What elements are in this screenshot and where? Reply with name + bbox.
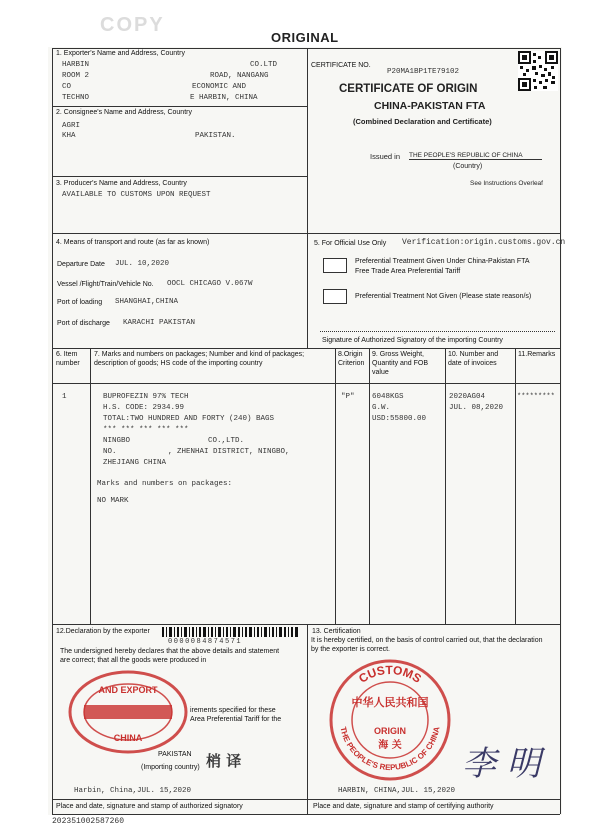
customs-stamp-haiguan: 海 关 bbox=[378, 740, 402, 751]
goods-marks-label: Marks and numbers on packages: bbox=[97, 480, 233, 488]
goods-weight-1: 6048KGS bbox=[372, 393, 404, 401]
col-origin-header-1: 8.Origin bbox=[338, 351, 363, 358]
serial-number: 202351002587260 bbox=[52, 817, 125, 826]
goods-weight-3: USD:55800.00 bbox=[372, 415, 427, 423]
company-stamp-text: AND EXPORT bbox=[98, 685, 158, 695]
certification-footer: Place and date, signature and stamp of certifying authority bbox=[313, 803, 494, 810]
qr-code bbox=[518, 51, 558, 91]
cert-no-value: P20MA1BP1TE79102 bbox=[387, 68, 460, 76]
certification-label: 13. Certification bbox=[312, 628, 361, 635]
divider-box3 bbox=[52, 233, 560, 234]
customs-stamp-bottom: THE PEOPLE'S REPUBLIC OF CHINA bbox=[338, 725, 442, 773]
company-stamp bbox=[66, 669, 190, 755]
departure-value: JUL. 10,2020 bbox=[115, 260, 170, 268]
importing-signature-label: Signature of Authorized Signatory of the importing Country bbox=[322, 337, 503, 344]
certification-text-1: It is hereby certified, on the basis of control carried out, that the declaration bbox=[311, 637, 543, 644]
producer-label: 3. Producer's Name and Address, Country bbox=[56, 180, 187, 187]
official-use-label: 5. For Official Use Only bbox=[314, 240, 387, 247]
col-divider-10 bbox=[515, 348, 516, 624]
barcode bbox=[162, 627, 300, 637]
consignee-line-2: KHA bbox=[62, 132, 76, 140]
goods-weight-2: G.W. bbox=[372, 404, 391, 412]
divider-columns-header bbox=[52, 383, 560, 384]
goods-ningbo-a: NINGBO bbox=[103, 437, 131, 445]
goods-item-number: 1 bbox=[62, 393, 67, 401]
goods-desc-3: TOTAL:TWO HUNDRED AND FORTY (240) BAGS bbox=[103, 415, 275, 423]
divider-goods bbox=[52, 624, 560, 625]
col-weight-header-2: Quantity and FOB bbox=[372, 360, 429, 367]
col-item-header-2: number bbox=[56, 360, 80, 367]
declaration-text-1: The undersigned hereby declares that the above details and statement bbox=[60, 648, 280, 655]
customs-stamp bbox=[328, 658, 452, 782]
frame-bottom bbox=[52, 814, 560, 815]
exporter-line-2: ROOM 2 bbox=[62, 72, 90, 80]
barcode-number: 0000084874571 bbox=[168, 638, 243, 646]
col-marks-header-1: 7. Marks and numbers on packages; Number and kind of packages; bbox=[94, 351, 305, 358]
departure-label: Departure Date bbox=[57, 261, 105, 268]
goods-addr-b: , ZHENHAI DISTRICT, NINGBO, bbox=[168, 448, 290, 456]
issued-country-label: (Country) bbox=[453, 163, 483, 170]
certification-place-date: HARBIN, CHINA,JUL. 15,2020 bbox=[338, 787, 456, 795]
divider-box4 bbox=[52, 348, 560, 349]
certification-text-2: by the exporter is correct. bbox=[311, 646, 390, 653]
preferential-given-checkbox[interactable] bbox=[323, 258, 347, 273]
instructions-note: See Instructions Overleaf bbox=[470, 180, 543, 187]
goods-invoice-2: JUL. 08,2020 bbox=[449, 404, 504, 412]
col-invoice-header-2: date of invoices bbox=[448, 360, 497, 367]
goods-desc-2: H.S. CODE: 2934.99 bbox=[103, 404, 185, 412]
goods-ningbo-b: CO.,LTD. bbox=[208, 437, 245, 445]
col-divider-7 bbox=[335, 348, 336, 624]
customs-stamp-origin: ORIGIN bbox=[373, 726, 407, 736]
col-weight-header-1: 9. Gross Weight, bbox=[372, 351, 425, 358]
loading-label: Port of loading bbox=[57, 299, 103, 306]
customs-stamp-chinese: 中华人民共和国 bbox=[351, 696, 429, 709]
col-invoice-header-1: 10. Number and bbox=[448, 351, 499, 358]
vessel-label: Vessel /Flight/Train/Vehicle No. bbox=[57, 281, 154, 288]
exporter-frag-4: E HARBIN, CHINA bbox=[190, 94, 258, 102]
consignee-label: 2. Consignee's Name and Address, Country bbox=[56, 109, 192, 116]
divider-footer bbox=[52, 799, 560, 800]
col-divider-8 bbox=[369, 348, 370, 624]
consignee-frag-1: PAKISTAN. bbox=[195, 132, 236, 140]
official-signature: 李 明 bbox=[462, 744, 541, 784]
preferential-not-given-checkbox[interactable] bbox=[323, 289, 347, 304]
issued-in-label: Issued in bbox=[370, 152, 401, 161]
signature-dotted-line bbox=[320, 331, 555, 332]
goods-criterion: "P" bbox=[341, 393, 355, 401]
discharge-value: KARACHI PAKISTAN bbox=[123, 319, 196, 327]
col-origin-header-2: Criterion bbox=[338, 360, 365, 367]
vessel-value: OOCL CHICAGO V.067W bbox=[167, 280, 253, 288]
importing-country-value: PAKISTAN bbox=[158, 751, 192, 758]
col-divider-6 bbox=[90, 348, 91, 624]
copy-watermark: COPY bbox=[100, 14, 165, 36]
col-weight-header-3: value bbox=[372, 369, 389, 376]
divider-vertical-lower bbox=[307, 624, 308, 814]
exporter-frag-3: ECONOMIC AND bbox=[192, 83, 247, 91]
declaration-place-date: Harbin, China,JUL. 15,2020 bbox=[74, 787, 192, 795]
exporter-frag-1: CO.LTD bbox=[250, 61, 278, 69]
declaration-footer: Place and date, signature and stamp of authorized signatory bbox=[56, 803, 243, 810]
exporter-label: 1. Exporter's Name and Address, Country bbox=[56, 50, 185, 57]
col-divider-9 bbox=[445, 348, 446, 624]
title-line-2: CHINA-PAKISTAN FTA bbox=[374, 100, 486, 112]
goods-desc-1: BUPROFEZIN 97% TECH bbox=[103, 393, 189, 401]
divider-box2 bbox=[52, 176, 307, 177]
exporter-line-1: HARBIN bbox=[62, 61, 90, 69]
customs-stamp-top: CUSTOMS bbox=[356, 662, 424, 686]
frame-top bbox=[52, 48, 560, 49]
preferential-not-given-label: Preferential Treatment Not Given (Please state reason/s) bbox=[355, 293, 532, 300]
goods-addr-a: NO. bbox=[103, 448, 117, 456]
declaration-label: 12.Declaration by the exporter bbox=[56, 628, 150, 635]
loading-value: SHANGHAI,CHINA bbox=[115, 298, 179, 306]
declaration-text-2: are correct; that all the goods were produced in bbox=[60, 657, 207, 664]
frame-right bbox=[560, 48, 561, 814]
verification-text: Verification:origin.customs.gov.cn bbox=[402, 238, 566, 247]
goods-remarks: ********* bbox=[517, 393, 555, 401]
declaration-text-3: irements specified for these bbox=[190, 707, 276, 714]
divider-box1 bbox=[52, 106, 307, 107]
preferential-given-line-1: Preferential Treatment Given Under China-Pakistan FTA bbox=[355, 258, 530, 265]
discharge-label: Port of discharge bbox=[57, 320, 110, 327]
issued-in-value: THE PEOPLE'S REPUBLIC OF CHINA bbox=[409, 152, 542, 160]
preferential-given-line-2: Free Trade Area Preferential Tariff bbox=[355, 268, 461, 275]
goods-desc-4: *** *** *** *** *** bbox=[103, 426, 189, 434]
transport-label: 4. Means of transport and route (as far as known) bbox=[56, 239, 210, 246]
divider-vertical-upper bbox=[307, 48, 308, 348]
importing-country-label: (Importing country) bbox=[141, 764, 200, 771]
exporter-signature: 梢 译 bbox=[206, 752, 242, 770]
exporter-line-3: CO bbox=[62, 83, 72, 91]
company-stamp-bottom: CHINA bbox=[113, 733, 143, 743]
exporter-frag-2: ROAD, NANGANG bbox=[210, 72, 269, 80]
original-heading: ORIGINAL bbox=[271, 30, 339, 45]
goods-invoice-1: 2020AG04 bbox=[449, 393, 486, 401]
goods-marks-value: NO MARK bbox=[97, 497, 129, 505]
col-marks-header-2: description of goods; HS code of the importing country bbox=[94, 360, 263, 367]
col-remarks-header: 11.Remarks bbox=[518, 351, 556, 358]
frame-left bbox=[52, 48, 53, 814]
title-line-3: (Combined Declaration and Certificate) bbox=[353, 117, 492, 126]
cert-no-label: CERTIFICATE NO. bbox=[311, 62, 371, 69]
goods-addr-c: ZHEJIANG CHINA bbox=[103, 459, 167, 467]
title-line-1: CERTIFICATE OF ORIGIN bbox=[339, 83, 478, 95]
exporter-line-4: TECHNO bbox=[62, 94, 90, 102]
col-item-header-1: 6. Item bbox=[56, 351, 78, 358]
declaration-text-4: Area Preferential Tariff for the bbox=[190, 716, 282, 723]
consignee-line-1: AGRI bbox=[62, 122, 81, 130]
producer-value: AVAILABLE TO CUSTOMS UPON REQUEST bbox=[62, 191, 211, 199]
